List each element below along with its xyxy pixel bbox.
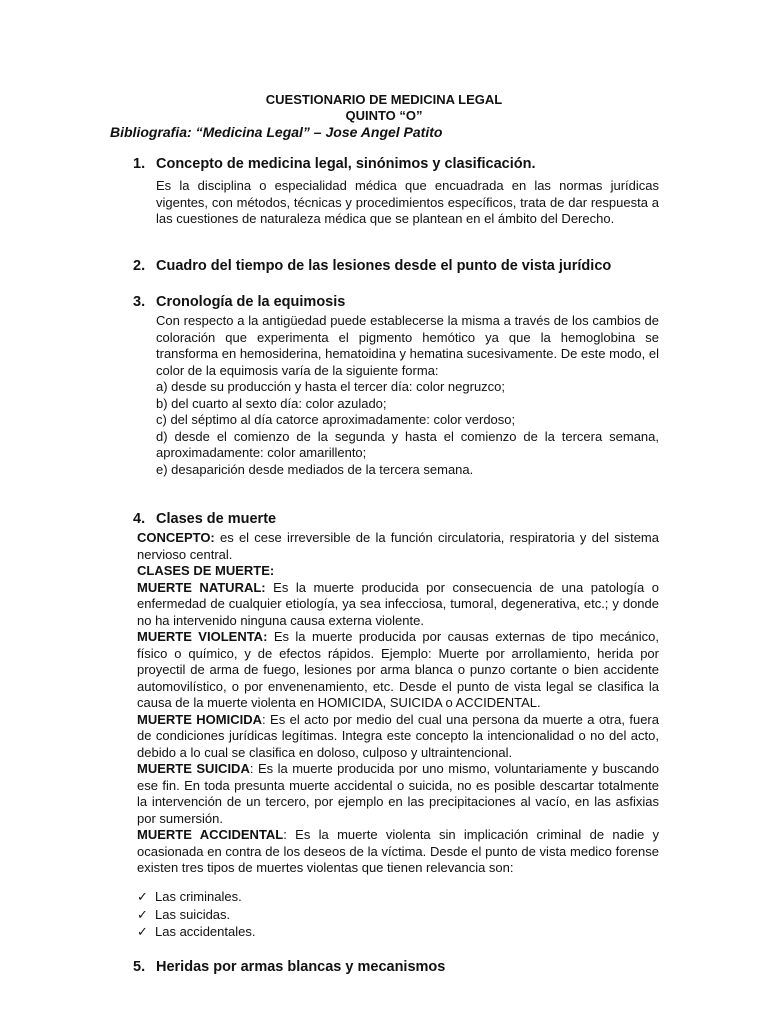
checkmark-icon: ✓ (137, 924, 148, 939)
section-heading-5 (133, 958, 445, 976)
bibliography-author: Jose Angel Patito (325, 124, 443, 140)
section-3-body (156, 313, 659, 478)
concepto-label: CONCEPTO: (137, 530, 215, 545)
suicida-label: MUERTE SUICIDA (137, 761, 250, 776)
section-heading-2 (133, 257, 611, 275)
homicida-paragraph (137, 712, 659, 762)
checklist-item-label: Las criminales. (155, 889, 242, 904)
list-item: c) del séptimo al día catorce aproximadamente: color verdoso; (156, 412, 516, 427)
list-item: a) desde su producción y hasta el tercer día: color negruzco; (156, 379, 506, 394)
section-4-body (137, 530, 659, 877)
section-heading-4 (133, 510, 276, 528)
clases-label: CLASES DE MUERTE: (137, 563, 275, 578)
section-title: Cronología de la equimosis (156, 294, 346, 310)
violenta-label: MUERTE VIOLENTA: (137, 629, 268, 644)
section-1-body (156, 178, 659, 228)
section-title: Cuadro del tiempo de las lesiones desde el punto de vista jurídico (156, 258, 612, 274)
accidental-text: : Es la muerte violenta sin implicación criminal de nadie y ocasionada en contra de los deseos de la víctima. Desde el punto de vista medico forense existen tres tipos de muertes violentas que tienen relevancia son: (137, 827, 659, 875)
section-title: Heridas por armas blancas y mecanismos (156, 959, 446, 975)
homicida-label: MUERTE HOMICIDA (137, 711, 263, 727)
paragraph: Con respecto a la antigüedad puede establecerse la misma a través de los cambios de coloración que experimenta el pigmento hemótico ya que la hemoglobina se transforma en hemosiderina, hematoidina y hematina sucesivamente. De este modo, el color de la equimosis varía de la siguiente forma: (156, 313, 659, 378)
checkmark-icon: ✓ (137, 906, 148, 922)
checklist-item (137, 906, 255, 924)
suicida-text: : Es la muerte producida por uno mismo, voluntariamente y buscando ese fin. En toda presunta muerte accidental o suicida, no es posible descartar totalmente la intervención de un tercero, por ejemplo en las precipitaciones al vacío, en las asfixias por sumersión. (137, 761, 660, 826)
clases-heading (137, 563, 659, 580)
section-number: 1. (133, 156, 146, 172)
violenta-paragraph (137, 629, 659, 712)
concepto-text: es el cese irreversible de la función circulatoria, respiratoria y del sistema nervioso central. (137, 530, 659, 562)
suicida-paragraph (137, 761, 659, 827)
section-title: Concepto de medicina legal, sinónimos y clasificación. (156, 156, 536, 172)
accidental-paragraph (137, 827, 659, 877)
natural-paragraph (137, 580, 659, 630)
section-number: 5. (133, 959, 146, 975)
accidental-label: MUERTE ACCIDENTAL (137, 827, 284, 842)
natural-text: Es la muerte producida por consecuencia de una patología o enfermedad de cualquier etiología, ya sea infecciosa, tumoral, degenerativa, etc.; y donde no ha intervenido ninguna causa externa violente. (137, 579, 660, 628)
paragraph: Es la disciplina o especialidad médica que encuadrada en las normas jurídicas vigentes, con métodos, técnicas y procedimientos específicos, trata de dar respuesta a las cuestiones de naturaleza médica que se plantean en el ámbito del Derecho. (156, 178, 659, 226)
list-item: b) del cuarto al sexto día: color azulado; (156, 395, 387, 411)
section-heading-3 (133, 293, 345, 311)
checklist-item (137, 888, 255, 906)
bibliography-separator: – (309, 124, 326, 140)
death-types-list (137, 888, 255, 941)
violenta-text: Es la muerte producida por causas externas de tipo mecánico, físico o químico, y de efectos rápidos. Ejemplo: Muerte por arrollamiento, herida por proyectil de arma de fuego, lesiones por arma blanca o punzo cortante o bien accidente automovilístico, o por envenenamiento, etc. Desde el punto de vista legal se clasifica la causa de la muerte violenta en HOMICIDA, SUICIDA o ACCIDENTAL. (137, 629, 659, 710)
homicida-text: : Es el acto por medio del cual una persona da muerte a otra, fuera de condiciones jurídicas legítimas. Integra este concepto la intencionalidad o no del acto, debido a lo cual se clasifica en doloso, culposo y ultraintencional. (137, 711, 659, 760)
section-number: 3. (133, 294, 146, 310)
bibliography-label: Bibliografia: (110, 124, 196, 140)
section-number: 4. (133, 511, 146, 527)
bibliography-line (110, 124, 442, 141)
section-title: Clases de muerte (156, 511, 277, 527)
section-heading-1 (133, 155, 536, 173)
checklist-item (137, 923, 255, 941)
course-label: QUINTO “O” (345, 108, 423, 123)
checklist-item-label: Las suicidas. (155, 906, 231, 922)
checklist-item-label: Las accidentales. (155, 924, 256, 939)
list-item: e) desaparición desde mediados de la tercera semana. (156, 461, 474, 477)
checkmark-icon: ✓ (137, 889, 148, 904)
section-number: 2. (133, 258, 146, 274)
bibliography-book: “Medicina Legal” (195, 124, 310, 140)
concepto-paragraph (137, 530, 659, 563)
list-item: d) desde el comienzo de la segunda y hasta el comienzo de la tercera semana, aproximadamente: color amarillento; (156, 428, 659, 460)
natural-label: MUERTE NATURAL: (137, 579, 266, 595)
document-title: CUESTIONARIO DE MEDICINA LEGAL (265, 92, 503, 107)
